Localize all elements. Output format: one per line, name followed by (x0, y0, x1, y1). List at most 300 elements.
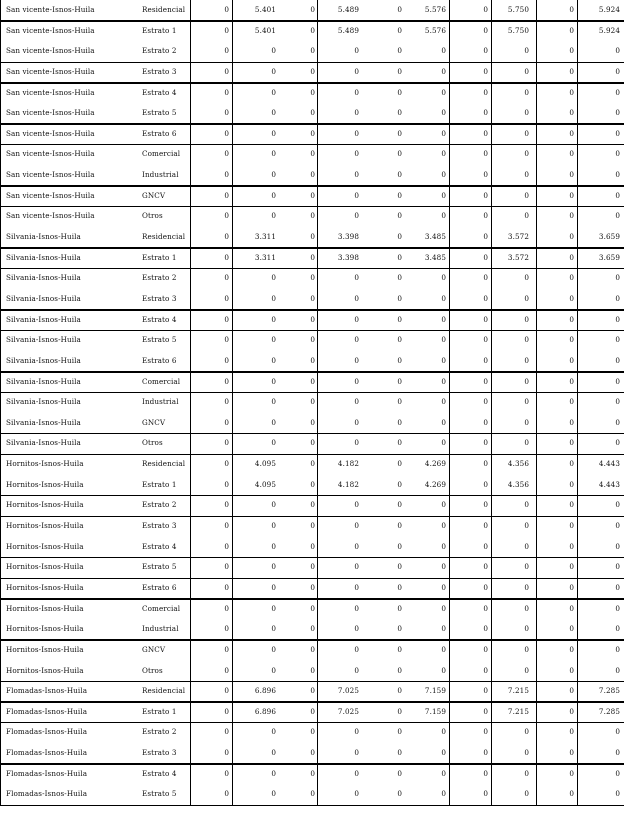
value-cell: 0 (615, 314, 620, 324)
municipality-cell: Silvania-Isnos-Huila (6, 397, 81, 407)
value-cell: 0 (615, 603, 620, 613)
value-cell: 0 (569, 355, 574, 365)
value-cell: 0 (310, 273, 315, 283)
table-row (0, 640, 624, 661)
value-cell: 0 (397, 686, 402, 696)
table-row (0, 21, 624, 42)
value-cell: 0 (483, 768, 488, 778)
value-cell: 0 (483, 644, 488, 654)
value-cell: 0 (524, 87, 529, 97)
value-cell: 0 (569, 624, 574, 634)
value-cell: 0 (569, 25, 574, 35)
value-cell: 0 (271, 397, 276, 407)
value-cell: 0 (354, 273, 359, 283)
value-cell: 0 (615, 149, 620, 159)
value-cell: 3.659 (598, 252, 620, 262)
value-cell: 0 (569, 5, 574, 14)
value-cell: 0 (224, 314, 229, 324)
value-cell: 0 (397, 500, 402, 510)
municipality-cell: Flomadas-Isnos-Huila (6, 706, 88, 716)
value-cell: 0 (524, 789, 529, 799)
municipality-cell: Silvania-Isnos-Huila (6, 273, 81, 283)
value-cell: 4.356 (507, 459, 529, 469)
value-cell: 0 (483, 314, 488, 324)
value-cell: 0 (354, 376, 359, 386)
value-cell: 0 (224, 706, 229, 716)
value-cell: 0 (441, 314, 446, 324)
value-cell: 0 (310, 417, 315, 427)
value-cell: 7.159 (424, 706, 446, 716)
municipality-cell: Flomadas-Isnos-Huila (6, 727, 88, 737)
value-cell: 0 (354, 727, 359, 737)
value-cell: 0 (615, 665, 620, 675)
value-cell: 0 (524, 108, 529, 118)
municipality-cell: Hornitos-Isnos-Huila (6, 479, 84, 489)
value-cell: 0 (224, 108, 229, 118)
value-cell: 0 (524, 335, 529, 345)
value-cell: 0 (569, 335, 574, 345)
table-row (0, 433, 624, 454)
table-row (0, 165, 624, 186)
municipality-cell: San vicente-Isnos-Huila (6, 149, 95, 159)
value-cell: 0 (615, 128, 620, 138)
value-cell: 0 (615, 376, 620, 386)
municipality-cell: Hornitos-Isnos-Huila (6, 541, 84, 551)
value-cell: 0 (483, 706, 488, 716)
value-cell: 0 (441, 108, 446, 118)
category-cell: Industrial (142, 624, 179, 634)
value-cell: 0 (483, 789, 488, 799)
value-cell: 0 (483, 170, 488, 180)
value-cell: 0 (615, 417, 620, 427)
value-cell: 0 (397, 479, 402, 489)
value-cell: 0 (224, 789, 229, 799)
value-cell: 0 (354, 644, 359, 654)
value-cell: 0 (310, 459, 315, 469)
column-divider (577, 0, 578, 805)
value-cell: 0 (397, 789, 402, 799)
table-row (0, 144, 624, 165)
table-row (0, 722, 624, 743)
value-cell: 0 (615, 727, 620, 737)
value-cell: 4.443 (598, 479, 620, 489)
value-cell: 0 (271, 293, 276, 303)
value-cell: 0 (354, 108, 359, 118)
value-cell: 0 (483, 5, 488, 14)
value-cell: 0 (354, 748, 359, 758)
value-cell: 0 (397, 541, 402, 551)
value-cell: 0 (271, 562, 276, 572)
value-cell: 0 (310, 293, 315, 303)
value-cell: 0 (354, 190, 359, 200)
value-cell: 0 (271, 170, 276, 180)
value-cell: 0 (224, 232, 229, 242)
value-cell: 7.159 (424, 686, 446, 696)
value-cell: 0 (397, 706, 402, 716)
value-cell: 0 (310, 438, 315, 448)
category-cell: Estrato 1 (142, 706, 177, 716)
category-cell: Industrial (142, 170, 179, 180)
value-cell: 7.285 (598, 686, 620, 696)
category-cell: Estrato 3 (142, 293, 177, 303)
value-cell: 0 (524, 644, 529, 654)
category-cell: Otros (142, 665, 163, 675)
municipality-cell: San vicente-Isnos-Huila (6, 190, 95, 200)
value-cell: 0 (569, 417, 574, 427)
value-cell: 0 (441, 768, 446, 778)
value-cell: 0 (224, 603, 229, 613)
table-row (0, 62, 624, 83)
value-cell: 0 (310, 376, 315, 386)
value-cell: 0 (224, 500, 229, 510)
value-cell: 0 (524, 355, 529, 365)
value-cell: 0 (569, 66, 574, 76)
value-cell: 0 (441, 541, 446, 551)
value-cell: 0 (615, 789, 620, 799)
value-cell: 0 (615, 190, 620, 200)
value-cell: 0 (310, 128, 315, 138)
value-cell: 7.025 (337, 706, 359, 716)
value-cell: 0 (569, 128, 574, 138)
value-cell: 0 (483, 87, 488, 97)
value-cell: 0 (615, 768, 620, 778)
value-cell: 0 (397, 603, 402, 613)
value-cell: 0 (397, 459, 402, 469)
municipality-cell: Silvania-Isnos-Huila (6, 293, 81, 303)
municipality-cell: Silvania-Isnos-Huila (6, 355, 81, 365)
value-cell: 0 (615, 211, 620, 221)
value-cell: 5.576 (424, 25, 446, 35)
value-cell: 0 (441, 190, 446, 200)
municipality-cell: San vicente-Isnos-Huila (6, 66, 95, 76)
table-row (0, 702, 624, 723)
value-cell: 5.489 (337, 5, 359, 14)
category-cell: Estrato 2 (142, 500, 177, 510)
municipality-cell: Hornitos-Isnos-Huila (6, 562, 84, 572)
value-cell: 0 (397, 314, 402, 324)
value-cell: 0 (483, 273, 488, 283)
value-cell: 7.215 (507, 686, 529, 696)
value-cell: 0 (441, 582, 446, 592)
value-cell: 0 (483, 293, 488, 303)
value-cell: 0 (569, 211, 574, 221)
value-cell: 0 (310, 190, 315, 200)
value-cell: 0 (441, 521, 446, 531)
value-cell: 0 (441, 644, 446, 654)
municipality-cell: Flomadas-Isnos-Huila (6, 768, 88, 778)
value-cell: 0 (524, 128, 529, 138)
municipality-cell: San vicente-Isnos-Huila (6, 211, 95, 221)
value-cell: 0 (271, 789, 276, 799)
value-cell: 0 (224, 5, 229, 14)
value-cell: 0 (615, 541, 620, 551)
value-cell: 0 (483, 500, 488, 510)
municipality-cell: San vicente-Isnos-Huila (6, 128, 95, 138)
value-cell: 0 (271, 603, 276, 613)
value-cell: 0 (569, 293, 574, 303)
value-cell: 0 (224, 459, 229, 469)
value-cell: 0 (483, 376, 488, 386)
value-cell: 0 (224, 397, 229, 407)
value-cell: 0 (441, 273, 446, 283)
value-cell: 0 (569, 521, 574, 531)
value-cell: 3.398 (337, 232, 359, 242)
category-cell: Comercial (142, 603, 181, 613)
value-cell: 0 (397, 149, 402, 159)
value-cell: 0 (524, 66, 529, 76)
category-cell: Estrato 6 (142, 355, 177, 365)
value-cell: 0 (483, 665, 488, 675)
value-cell: 5.924 (598, 25, 620, 35)
value-cell: 0 (354, 314, 359, 324)
category-cell: Otros (142, 211, 163, 221)
value-cell: 0 (354, 582, 359, 592)
value-cell: 0 (569, 149, 574, 159)
value-cell: 0 (524, 521, 529, 531)
value-cell: 0 (524, 748, 529, 758)
value-cell: 0 (569, 438, 574, 448)
value-cell: 0 (271, 768, 276, 778)
value-cell: 3.659 (598, 232, 620, 242)
value-cell: 0 (569, 397, 574, 407)
value-cell: 6.896 (254, 686, 276, 696)
value-cell: 0 (271, 149, 276, 159)
value-cell: 0 (615, 521, 620, 531)
value-cell: 0 (397, 335, 402, 345)
table-row (0, 495, 624, 516)
value-cell: 0 (483, 190, 488, 200)
municipality-cell: San vicente-Isnos-Huila (6, 170, 95, 180)
category-cell: Industrial (142, 397, 179, 407)
category-cell: Estrato 2 (142, 46, 177, 56)
table-row (0, 103, 624, 124)
value-cell: 0 (483, 397, 488, 407)
value-cell: 0 (224, 335, 229, 345)
column-divider (449, 0, 450, 805)
value-cell: 0 (397, 232, 402, 242)
value-cell: 0 (271, 748, 276, 758)
column-divider (0, 0, 1, 805)
value-cell: 0 (441, 665, 446, 675)
value-cell: 0 (569, 603, 574, 613)
value-cell: 0 (483, 624, 488, 634)
municipality-cell: Flomadas-Isnos-Huila (6, 748, 88, 758)
value-cell: 0 (310, 25, 315, 35)
value-cell: 0 (524, 273, 529, 283)
value-cell: 0 (441, 46, 446, 56)
value-cell: 0 (224, 727, 229, 737)
value-cell: 0 (310, 170, 315, 180)
value-cell: 0 (271, 87, 276, 97)
value-cell: 0 (397, 87, 402, 97)
value-cell: 0 (441, 335, 446, 345)
municipality-cell: Flomadas-Isnos-Huila (6, 686, 88, 696)
value-cell: 0 (524, 438, 529, 448)
value-cell: 0 (224, 768, 229, 778)
municipality-cell: San vicente-Isnos-Huila (6, 25, 95, 35)
value-cell: 0 (354, 417, 359, 427)
value-cell: 0 (271, 438, 276, 448)
value-cell: 0 (354, 335, 359, 345)
value-cell: 0 (310, 108, 315, 118)
column-divider (491, 0, 492, 805)
value-cell: 0 (354, 46, 359, 56)
category-cell: Estrato 4 (142, 314, 177, 324)
table-row (0, 41, 624, 62)
category-cell: Estrato 4 (142, 768, 177, 778)
table-row (0, 268, 624, 289)
value-cell: 0 (524, 727, 529, 737)
value-cell: 0 (615, 397, 620, 407)
value-cell: 0 (224, 170, 229, 180)
value-cell: 0 (569, 46, 574, 56)
category-cell: Estrato 6 (142, 582, 177, 592)
value-cell: 0 (615, 293, 620, 303)
value-cell: 0 (483, 417, 488, 427)
value-cell: 0 (397, 293, 402, 303)
value-cell: 0 (483, 748, 488, 758)
municipality-cell: San vicente-Isnos-Huila (6, 46, 95, 56)
value-cell: 0 (224, 128, 229, 138)
table-row (0, 372, 624, 393)
value-cell: 0 (271, 582, 276, 592)
value-cell: 0 (271, 355, 276, 365)
value-cell: 0 (271, 46, 276, 56)
value-cell: 4.356 (507, 479, 529, 489)
value-cell: 0 (441, 355, 446, 365)
value-cell: 0 (569, 644, 574, 654)
value-cell: 0 (441, 149, 446, 159)
table-row (0, 248, 624, 269)
table-row (0, 351, 624, 372)
value-cell: 4.182 (337, 459, 359, 469)
value-cell: 0 (569, 562, 574, 572)
value-cell: 0 (397, 644, 402, 654)
table-row (0, 310, 624, 331)
table-row (0, 764, 624, 785)
municipality-cell: Hornitos-Isnos-Huila (6, 665, 84, 675)
category-cell: Estrato 1 (142, 25, 177, 35)
value-cell: 7.025 (337, 686, 359, 696)
municipality-cell: San vicente-Isnos-Huila (6, 5, 95, 14)
value-cell: 0 (310, 603, 315, 613)
value-cell: 0 (569, 686, 574, 696)
value-cell: 0 (271, 665, 276, 675)
value-cell: 0 (224, 376, 229, 386)
value-cell: 0 (354, 355, 359, 365)
category-cell: Residencial (142, 232, 186, 242)
category-cell: Estrato 3 (142, 66, 177, 76)
category-cell: GNCV (142, 417, 166, 427)
value-cell: 0 (271, 273, 276, 283)
value-cell: 0 (271, 376, 276, 386)
value-cell: 0 (310, 644, 315, 654)
value-cell: 0 (310, 562, 315, 572)
value-cell: 0 (615, 500, 620, 510)
value-cell: 0 (397, 582, 402, 592)
value-cell: 0 (524, 46, 529, 56)
value-cell: 0 (271, 190, 276, 200)
value-cell: 0 (271, 314, 276, 324)
value-cell: 0 (271, 727, 276, 737)
value-cell: 0 (310, 149, 315, 159)
value-cell: 0 (224, 562, 229, 572)
value-cell: 0 (524, 665, 529, 675)
value-cell: 0 (310, 335, 315, 345)
table-row (0, 619, 624, 640)
value-cell: 0 (310, 686, 315, 696)
value-cell: 0 (569, 108, 574, 118)
value-cell: 0 (397, 438, 402, 448)
value-cell: 0 (441, 170, 446, 180)
value-cell: 0 (271, 521, 276, 531)
value-cell: 0 (569, 87, 574, 97)
table-row (0, 557, 624, 578)
value-cell: 0 (569, 582, 574, 592)
value-cell: 4.443 (598, 459, 620, 469)
value-cell: 0 (569, 541, 574, 551)
value-cell: 0 (271, 128, 276, 138)
value-cell: 0 (524, 768, 529, 778)
value-cell: 0 (224, 479, 229, 489)
value-cell: 0 (224, 355, 229, 365)
value-cell: 0 (310, 355, 315, 365)
value-cell: 4.269 (424, 479, 446, 489)
value-cell: 0 (615, 273, 620, 283)
value-cell: 0 (524, 211, 529, 221)
value-cell: 0 (524, 541, 529, 551)
municipality-cell: San vicente-Isnos-Huila (6, 108, 95, 118)
value-cell: 0 (224, 417, 229, 427)
value-cell: 0 (310, 541, 315, 551)
municipality-cell: Hornitos-Isnos-Huila (6, 582, 84, 592)
value-cell: 0 (524, 149, 529, 159)
value-cell: 0 (397, 768, 402, 778)
value-cell: 0 (615, 335, 620, 345)
value-cell: 0 (354, 768, 359, 778)
value-cell: 0 (310, 397, 315, 407)
table-row (0, 289, 624, 310)
value-cell: 0 (615, 562, 620, 572)
value-cell: 0 (483, 232, 488, 242)
value-cell: 0 (569, 768, 574, 778)
table-row (0, 227, 624, 248)
value-cell: 0 (524, 190, 529, 200)
value-cell: 5.489 (337, 25, 359, 35)
value-cell: 0 (310, 500, 315, 510)
value-cell: 0 (441, 727, 446, 737)
value-cell: 0 (354, 624, 359, 634)
category-cell: Estrato 6 (142, 128, 177, 138)
table-row (0, 537, 624, 558)
value-cell: 0 (271, 644, 276, 654)
municipality-cell: Hornitos-Isnos-Huila (6, 624, 84, 634)
value-cell: 0 (441, 128, 446, 138)
value-cell: 0 (224, 624, 229, 634)
value-cell: 0 (397, 252, 402, 262)
value-cell: 0 (271, 417, 276, 427)
value-cell: 0 (271, 108, 276, 118)
category-cell: Estrato 5 (142, 108, 177, 118)
value-cell: 0 (354, 293, 359, 303)
value-cell: 0 (569, 459, 574, 469)
value-cell: 0 (569, 170, 574, 180)
value-cell: 0 (310, 66, 315, 76)
value-cell: 0 (569, 252, 574, 262)
value-cell: 0 (483, 66, 488, 76)
value-cell: 0 (310, 232, 315, 242)
value-cell: 0 (397, 355, 402, 365)
